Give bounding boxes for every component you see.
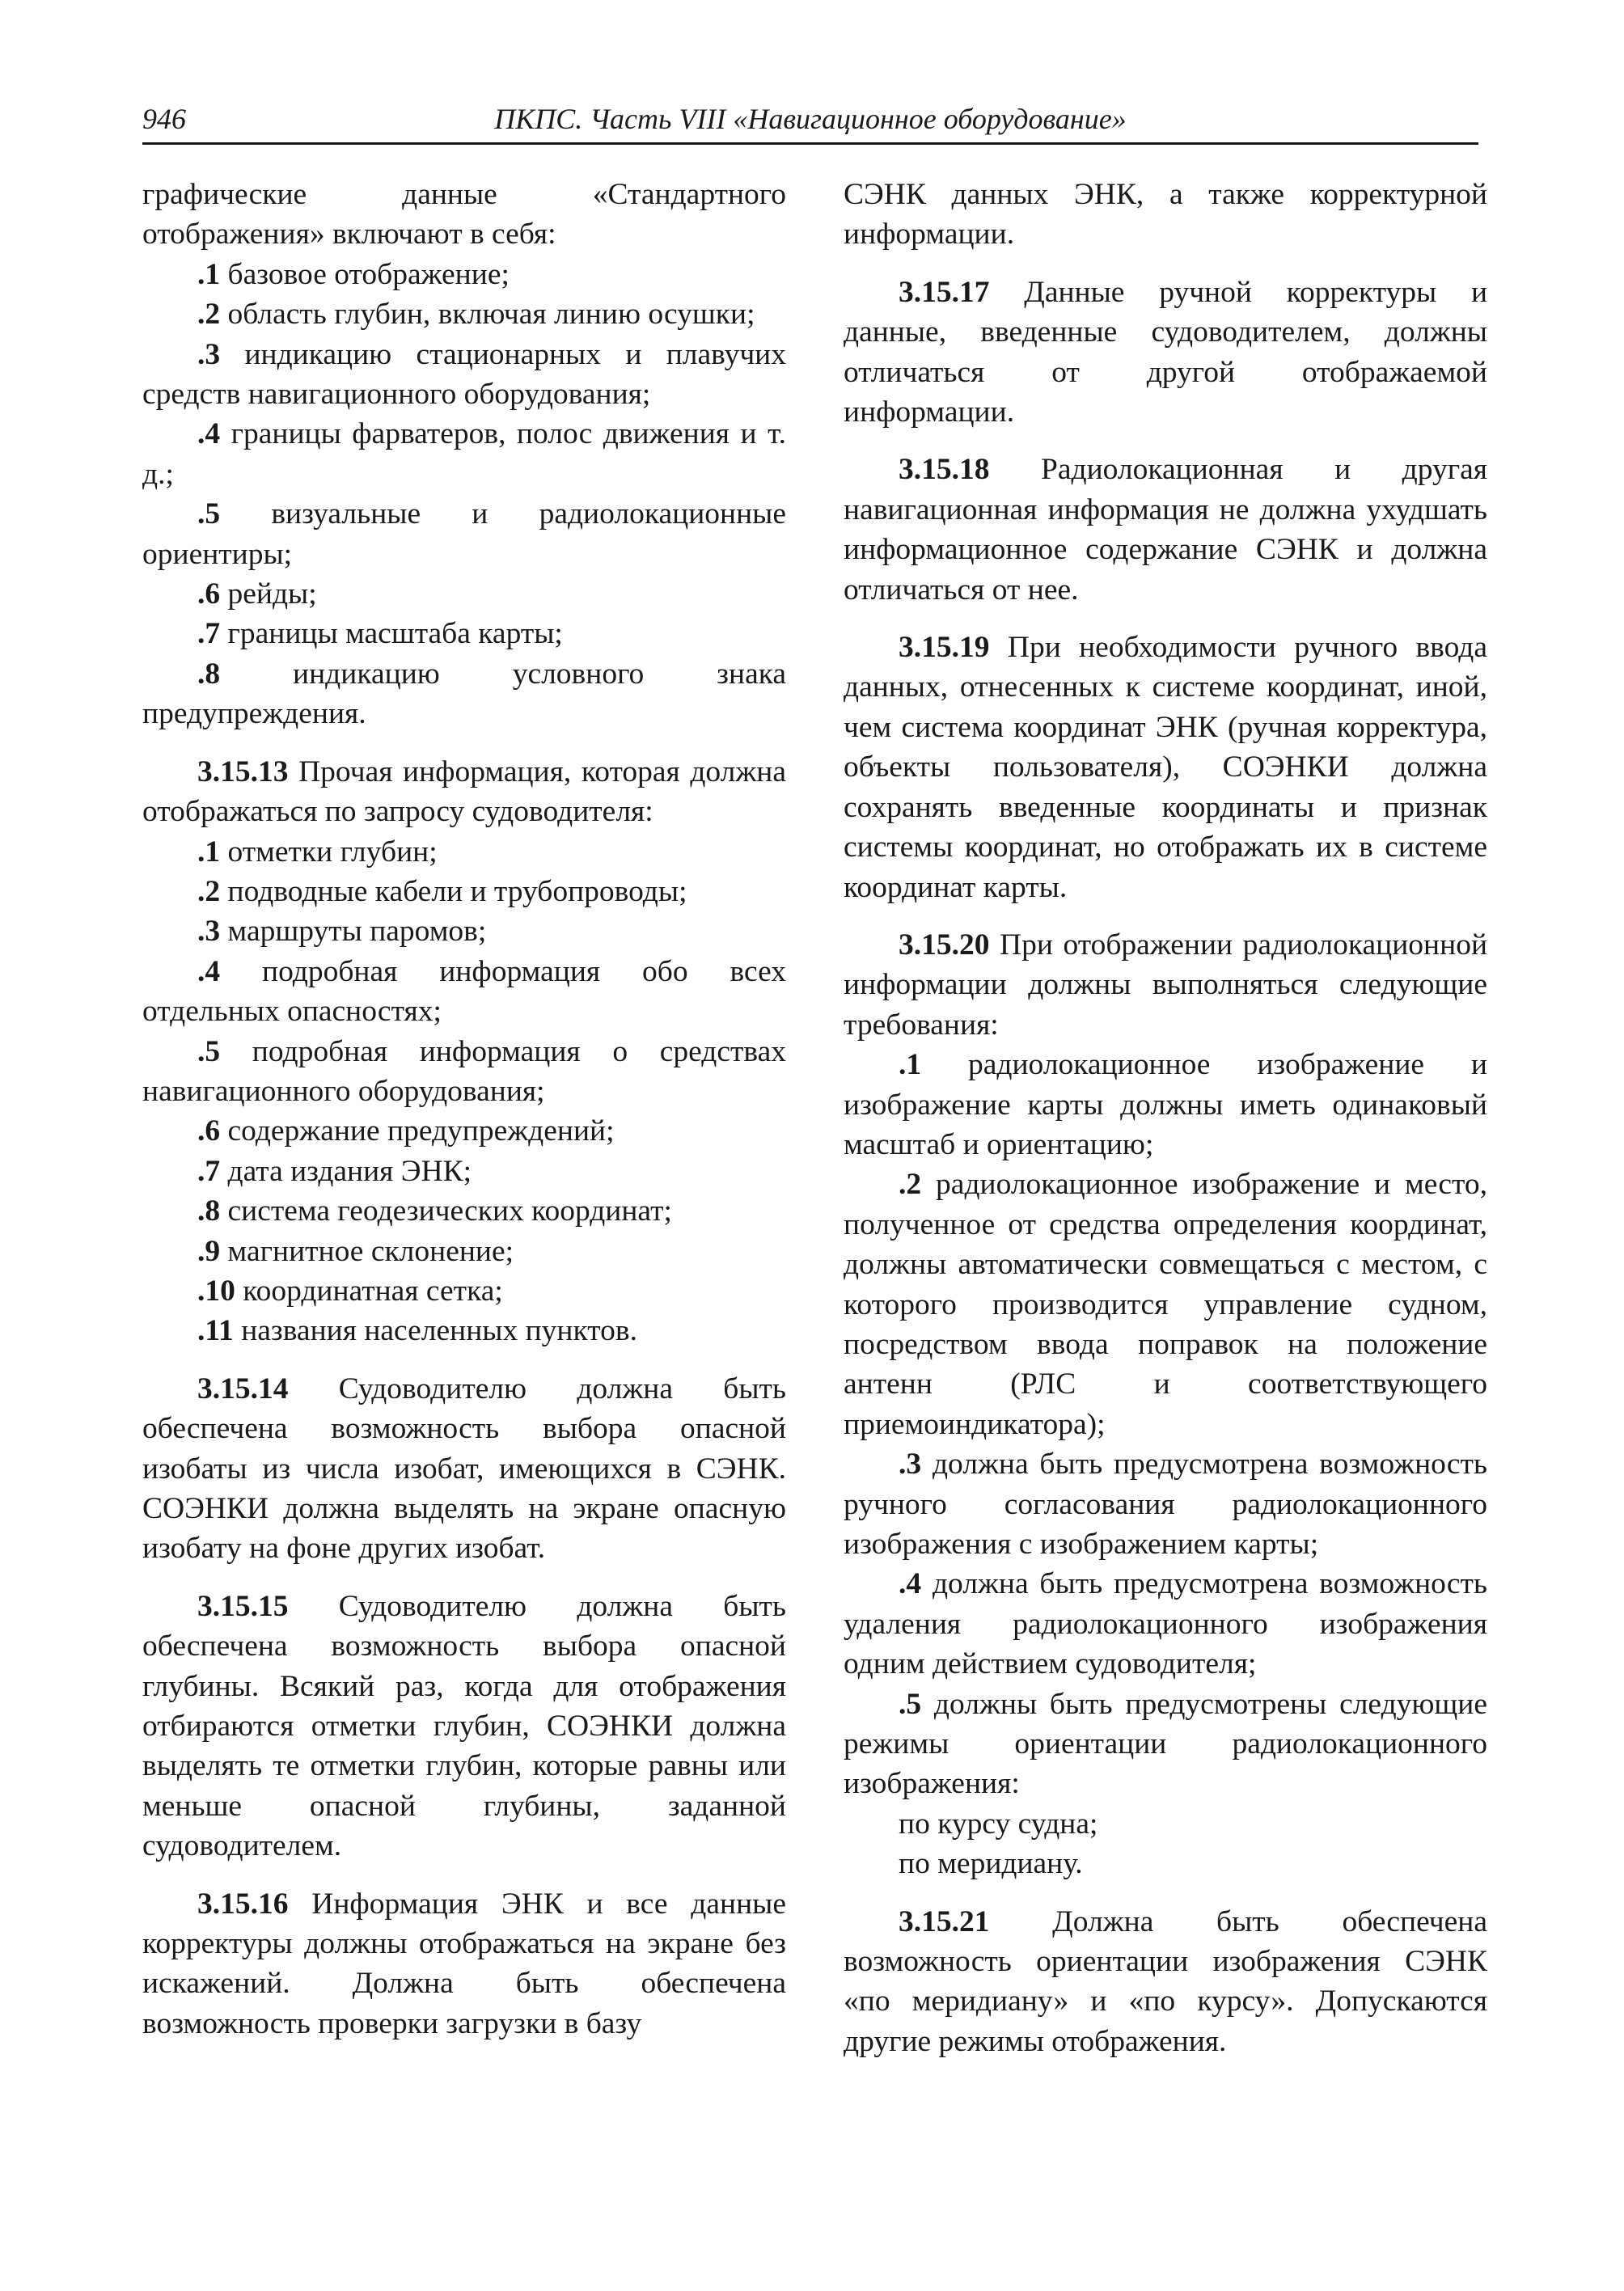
page-number: 946: [142, 103, 186, 135]
item-number: .5: [197, 497, 221, 531]
item-number: .5: [197, 1034, 221, 1068]
page-header: [142, 95, 1478, 145]
item-number: .7: [197, 617, 221, 651]
section-text: Должна быть обеспечена возможность ориентации изображения СЭНК «по меридиану» и «по курсу». Допускаются другие режимы отображения.: [844, 1904, 1487, 2058]
list-item: [142, 872, 786, 911]
item-number: .11: [197, 1314, 234, 1348]
list-item: [142, 1032, 786, 1112]
item-number: .9: [197, 1234, 221, 1268]
section-number: 3.15.17: [899, 275, 990, 309]
list-item: [142, 1191, 786, 1231]
item-text: координатная сетка;: [243, 1274, 503, 1308]
section-number: 3.15.21: [899, 1904, 990, 1938]
list-item: [142, 1232, 786, 1271]
left-column: [142, 175, 786, 2044]
section-3-15-14: [142, 1369, 786, 1569]
item-text: отметки глубин;: [227, 835, 438, 869]
list-item: [142, 335, 786, 415]
item-number: .8: [197, 657, 221, 691]
section-number: 3.15.18: [899, 453, 990, 487]
intro-paragraph: графические данные «Стандартного отображения» включают в себя:: [142, 178, 786, 252]
item-text: индикацию условного знака предупреждения.: [142, 657, 787, 731]
item-text: названия населенных пунктов.: [241, 1314, 637, 1348]
item-text: система геодезических координат;: [227, 1194, 672, 1228]
item-text: границы фарватеров, полос движения и т. д.;: [142, 417, 787, 491]
item-text: дата издания ЭНК;: [227, 1154, 472, 1188]
item-text: рейды;: [227, 577, 317, 611]
item-number: .5: [899, 1687, 922, 1721]
list-item: [142, 255, 786, 294]
right-column: [844, 175, 1487, 2061]
item-number: .4: [197, 954, 221, 988]
item-text: должна быть предусмотрена возможность удаления радиолокационного изображения одним действием судоводителя;: [844, 1567, 1487, 1681]
item-number: .7: [197, 1154, 221, 1188]
item-text: магнитное склонение;: [227, 1234, 514, 1268]
item-number: .3: [197, 337, 221, 371]
list-item: [844, 1564, 1487, 1684]
list-item: [142, 911, 786, 951]
section-3-15-17: [844, 273, 1487, 433]
list-item: [142, 414, 786, 494]
section-number: 3.15.14: [197, 1372, 289, 1405]
item-text: должна быть предусмотрена возможность ручного согласования радиолокационного изображения с изображением карты;: [844, 1448, 1487, 1561]
item-number: .4: [899, 1567, 922, 1601]
item-text: область глубин, включая линию осушки;: [227, 298, 755, 332]
item-number: .10: [197, 1274, 235, 1308]
item-text: подробная информация о средствах навигационного оборудования;: [142, 1034, 786, 1108]
item-number: .1: [197, 835, 221, 869]
item-number: .6: [197, 577, 221, 611]
section-3-15-15: [142, 1587, 786, 1866]
list-item: [142, 494, 786, 574]
item-text: визуальные и радиолокационные ориентиры;: [142, 497, 787, 571]
item-text: индикацию стационарных и плавучих средств навигационного оборудования;: [142, 337, 787, 412]
section-number: 3.15.16: [197, 1887, 289, 1921]
item-text: базовое отображение;: [227, 257, 510, 291]
item-number: .3: [197, 915, 221, 949]
item-text: радиолокационное изображение и изображение карты должны иметь одинаковый масштаб и ориентацию;: [844, 1048, 1488, 1161]
item-text: подробная информация обо всех отдельных опасностях;: [142, 954, 786, 1029]
section-number: 3.15.19: [899, 631, 990, 665]
section-text: Прочая информация, которая должна отображаться по запросу судоводителя:: [142, 755, 786, 829]
item-number: .3: [899, 1448, 922, 1482]
section-3-15-21: [844, 1902, 1487, 2062]
section-3-15-16: [142, 1884, 786, 2044]
list-item: [844, 1045, 1487, 1165]
continued-paragraph: СЭНК данных ЭНК, а также корректурной информации.: [844, 178, 1487, 252]
item-text: должны быть предусмотрены следующие режимы ориентации радиолокационного изображения:: [844, 1687, 1488, 1801]
item-number: .8: [197, 1194, 221, 1228]
section-3-15-18: [844, 450, 1487, 610]
list-item: [142, 1111, 786, 1151]
orientation-mode: по меридиану.: [899, 1847, 1083, 1881]
item-number: .1: [197, 257, 221, 291]
list-item: [844, 1684, 1487, 1804]
list-item: [142, 1311, 786, 1351]
item-text: подводные кабели и трубопроводы;: [227, 874, 687, 908]
list-item: [844, 1165, 1487, 1444]
item-number: .1: [899, 1048, 922, 1082]
running-title: ПКПС. Часть VIII «Навигационное оборудование»: [494, 103, 1127, 135]
item-number: .2: [899, 1168, 922, 1202]
section-number: 3.15.13: [197, 755, 289, 788]
list-item: [142, 654, 786, 734]
item-text: маршруты паромов;: [227, 915, 487, 949]
section-3-15-20: [844, 925, 1487, 1045]
list-item: [142, 832, 786, 872]
section-3-15-13: [142, 752, 786, 832]
item-text: радиолокационное изображение и место, полученное от средства определения координат, должны автоматически совмещаться с местом, с которого производится управление судном, посредством ввода поправок на положение антенн (РЛС и соответствующего приемоиндикатора);: [844, 1168, 1487, 1441]
section-text: При необходимости ручного ввода данных, отнесенных к системе координат, иной, чем система координат ЭНК (ручная корректура, объекты пользователя), СОЭНКИ должна сохранять введенные координаты и признак системы координат, но отображать их в системе координат карты.: [844, 631, 1488, 904]
section-number: 3.15.20: [899, 928, 990, 962]
list-item: [142, 1271, 786, 1311]
item-text: границы масштаба карты;: [227, 617, 563, 651]
list-item: [844, 1444, 1487, 1564]
section-number: 3.15.15: [197, 1589, 289, 1623]
item-text: содержание предупреждений;: [227, 1114, 615, 1148]
section-3-15-19: [844, 628, 1487, 907]
list-item: [142, 1152, 786, 1191]
section-text: Судоводителю должна быть обеспечена возможность выбора опасной изобаты из числа изобат, имеющихся в СЭНК. СОЭНКИ должна выделять на экране опасную изобату на фоне других изобат.: [142, 1372, 786, 1566]
section-text: Информация ЭНК и все данные корректуры должны отображаться на экране без искажений. Должна быть обеспечена возможность проверки загрузки в базу: [142, 1887, 786, 2040]
list-item: [142, 614, 786, 653]
item-number: .2: [197, 298, 221, 332]
list-item: [142, 574, 786, 614]
section-text: При отображении радиолокационной информации должны выполняться следующие требования:: [844, 928, 1488, 1042]
list-item: [142, 952, 786, 1032]
orientation-mode: по курсу судна;: [899, 1807, 1098, 1841]
item-number: .2: [197, 874, 221, 908]
list-item: [142, 294, 786, 334]
item-number: .4: [197, 417, 221, 451]
section-text: Судоводителю должна быть обеспечена возможность выбора опасной глубины. Всякий раз, когда для отображения отбираются отметки глубин, СОЭНКИ должна выделять те отметки глубин, которые равны или меньше опасной глубины, заданной судоводителем.: [142, 1589, 786, 1863]
section-text: Радиолокационная и другая навигационная информация не должна ухудшать информационное содержание СЭНК и должна отличаться от нее.: [844, 453, 1487, 607]
item-number: .6: [197, 1114, 221, 1148]
section-text: Данные ручной корректуры и данные, введенные судоводителем, должны отличаться от другой отображаемой информации.: [844, 275, 1488, 429]
